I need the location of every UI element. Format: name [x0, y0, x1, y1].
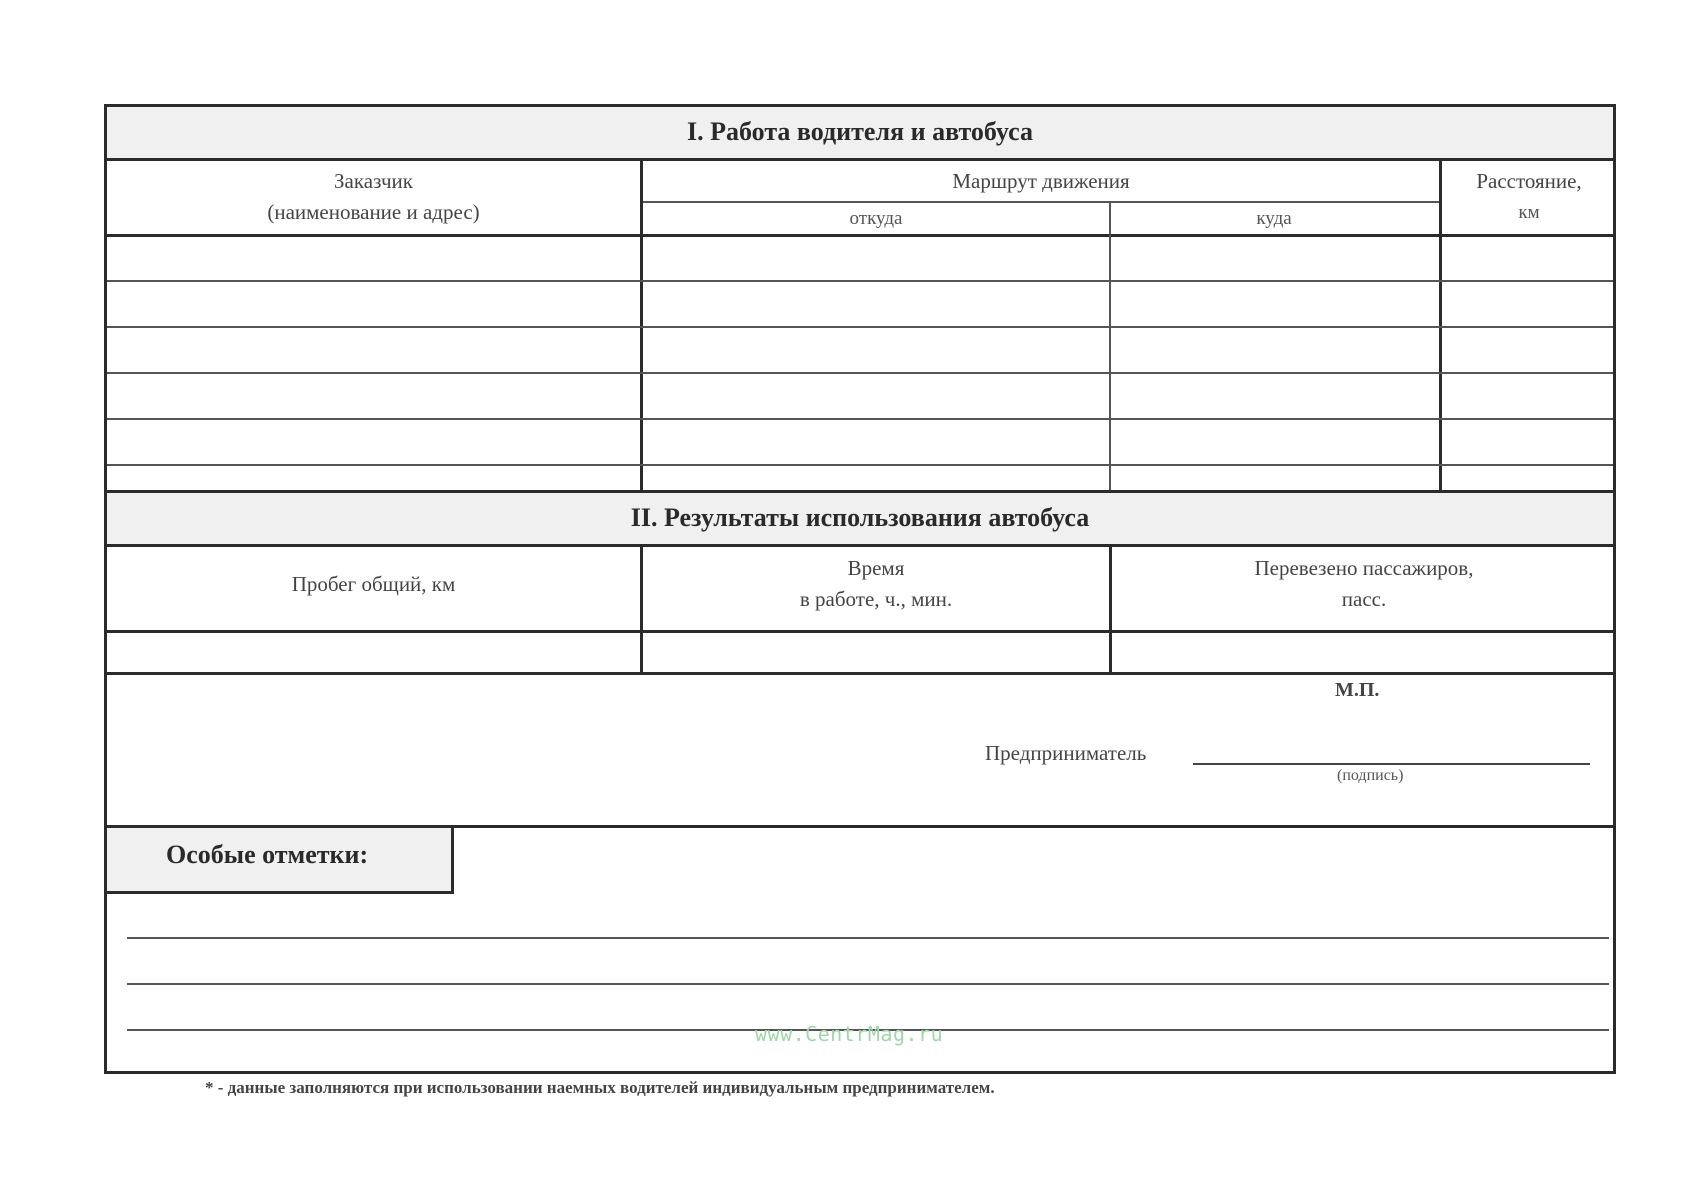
work-time-header: Время в работе, ч., мин. — [799, 556, 953, 611]
passengers-header: Перевезено пассажиров, пасс. — [1254, 556, 1474, 611]
section2-title: II. Результаты использования автобуса — [630, 503, 1090, 532]
footnote: * - данные заполняются при использовании наемных водителей индивидуальным предпринимателем. — [205, 1078, 995, 1097]
from-input-cells[interactable] — [643, 237, 1109, 487]
divider — [107, 158, 1613, 161]
mileage-header: Пробег общий, км — [291, 572, 456, 596]
notes-label: Особые отметки: — [166, 840, 369, 869]
divider — [107, 672, 1613, 675]
passengers-input[interactable] — [1112, 633, 1616, 672]
divider — [107, 544, 1613, 547]
stamp-place-label: М.П. — [1335, 679, 1380, 701]
to-header: куда — [1256, 208, 1292, 229]
from-header: откуда — [849, 208, 903, 229]
signature-caption: (подпись) — [1337, 767, 1404, 784]
watermark: www.CentrMag.ru — [755, 1022, 944, 1046]
distance-input-cells[interactable] — [1442, 237, 1616, 487]
distance-header: Расстояние, км — [1476, 169, 1582, 223]
notes-line[interactable] — [127, 937, 1609, 939]
section1-title: I. Работа водителя и автобуса — [687, 117, 1033, 146]
entrepreneur-label: Предприниматель — [985, 741, 1147, 765]
bus-work-form — [104, 104, 1616, 1074]
route-header: Маршрут движения — [952, 169, 1130, 193]
customer-input-cells[interactable] — [108, 237, 640, 487]
notes-label-box — [107, 828, 454, 894]
work-time-input[interactable] — [643, 633, 1109, 672]
mileage-input[interactable] — [108, 633, 640, 672]
signature-line[interactable] — [1193, 743, 1590, 765]
notes-line[interactable] — [127, 983, 1609, 985]
to-input-cells[interactable] — [1111, 237, 1439, 487]
customer-header: Заказчик (наименование и адрес) — [267, 169, 480, 224]
